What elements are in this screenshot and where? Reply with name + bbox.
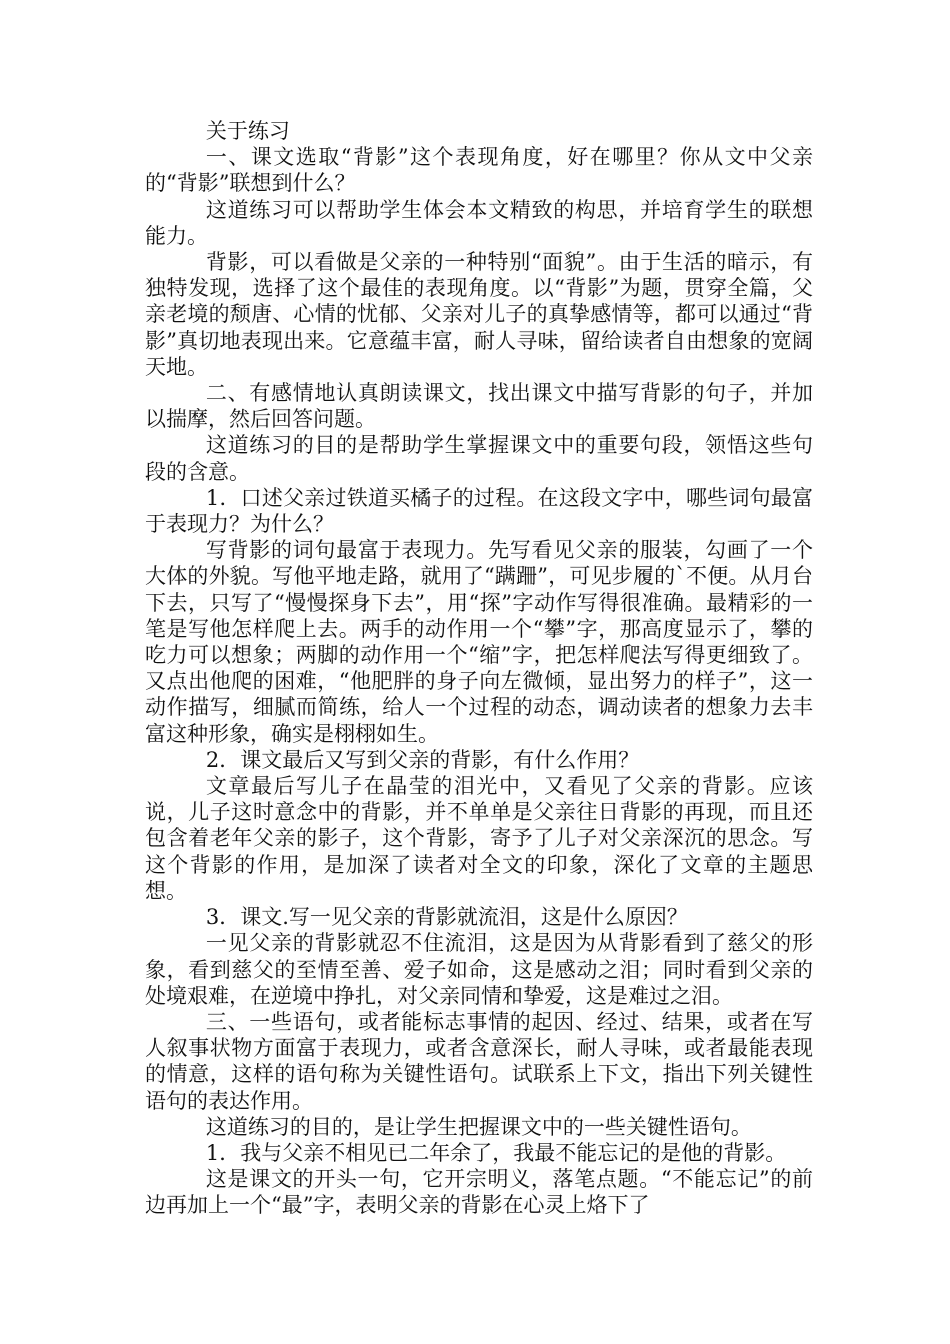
paragraph: 这道练习的目的，是让学生把握课文中的一些关键性语句。 [205,1114,752,1139]
section-heading: 关于练习 [205,119,290,143]
sub-question: 3．课文.写一见父亲的背影就流泪，这是什么原因？ [205,905,688,930]
paragraph: 写背影的词句最富于表现力。先写看见父亲的服装，勾画了一个大体的外貌。写他平地走路，就用了“蹒跚”，可见步履的`不便。从月台下去，只写了“慢慢探身下去”，用“探”字动作写得很准确。最精彩的一笔是写他怎样爬上去。两手的动作用一个“攀”字，那高度显示了，攀的吃力可以想象；两脚的动作用一个“缩”字，把怎样爬法写得更细致了。又点出他爬的困难，“他肥胖的身子向左微倾，显出努力的样子”，这一动作描写，细腻而简练，给人一个过程的动态，调动读者的想象力去丰富这种形象，确实是栩栩如生。 [145,538,813,746]
exercise-question: 三、一些语句，或者能标志事情的起因、经过、结果，或者在写人叙事状物方面富于表现力，或者含意深长，耐人寻味，或者最能表现的情意，这样的语句称为关键性语句。试联系上下文，指出下列关键性语句的表达作用。 [145,1009,813,1113]
paragraph: 一见父亲的背影就忍不住流泪，这是因为从背影看到了慈父的形象，看到慈父的至情至善、爱子如命，这是感动之泪；同时看到父亲的处境艰难，在逆境中挣扎，对父亲同情和挚爱，这是难过之泪。 [145,931,813,1008]
paragraph: 这道练习可以帮助学生体会本文精致的构思，并培育学生的联想能力。 [145,197,813,248]
paragraph: 背影，可以看做是父亲的一种特别“面貌”。由于生活的暗示，有独特发现，选择了这个最佳的表现角度。以“背影”为题，贯穿全篇，父亲老境的颓唐、心情的忧郁、父亲对儿子的真挚感情等，都可以通过“背影”真切地表现出来。它意蕴丰富，耐人寻味，留给读者自由想象的宽阔天地。 [145,250,813,379]
paragraph: 文章最后写儿子在晶莹的泪光中，又看见了父亲的背影。应该说，儿子这时意念中的背影，并不单单是父亲往日背影的再现，而且还包含着老年父亲的影子，这个背影，寄予了儿子对父亲深沉的思念。写这个背影的作用，是加深了读者对全文的印象，深化了文章的主题思想。 [145,774,813,903]
sub-question: 2．课文最后又写到父亲的背影，有什么作用？ [205,747,640,772]
exercise-question: 一、课文选取“背影”这个表现角度，好在哪里？你从文中父亲的“背影”联想到什么？ [145,145,813,196]
document-body [145,118,813,1219]
paragraph: 这道练习的目的是帮助学生掌握课文中的重要句段，领悟这些句段的含意。 [145,433,813,484]
sub-question: 1．口述父亲过铁道买橘子的过程。在这段文字中，哪些词句最富于表现力？为什么？ [145,485,813,537]
exercise-question: 二、有感情地认真朗读课文，找出课文中描写背影的句子，并加以揣摩，然后回答问题。 [145,381,813,432]
sub-question: 1．我与父亲不相见已二年余了，我最不能忘记的是他的背影。 [205,1140,787,1165]
paragraph: 这是课文的开头一句，它开宗明义，落笔点题。“不能忘记”的前边再加上一个“最”字，表明父亲的背影在心灵上烙下了 [145,1167,813,1218]
